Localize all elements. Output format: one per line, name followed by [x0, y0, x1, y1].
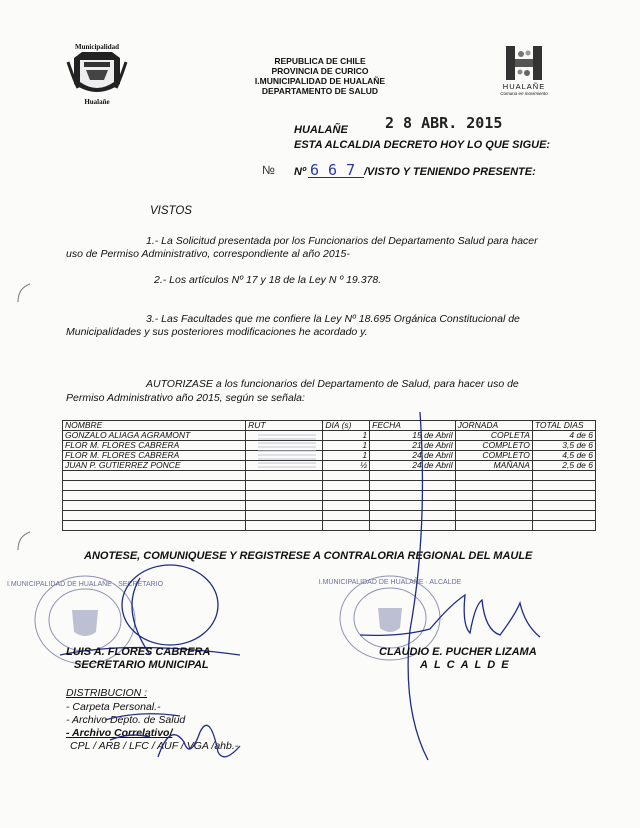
decree-place: HUALAÑE	[294, 124, 348, 136]
vistos-p1-line1: 1.- La Solicitud presentada por los Funcionarios del Departamento Salud para hacer	[146, 235, 538, 247]
binder-hole-bottom	[16, 530, 32, 552]
cell-dias: 1	[323, 441, 370, 451]
distribution-initials: CPL / ARB / LFC / AUF / VGA /ahb.-	[70, 740, 239, 752]
decree-number-prefix: Nº	[294, 166, 306, 178]
cell-jornada: COMPLETO	[455, 451, 532, 461]
cell-jornada: COMPLETO	[455, 441, 532, 451]
date-stamp: 2 8 ABR. 2015	[385, 114, 503, 132]
crest-bottom-text: Hualañe	[84, 98, 110, 106]
col-header-dias: DIA (s)	[323, 421, 370, 431]
col-header-total: TOTAL DIAS	[532, 421, 595, 431]
visto-text: /VISTO Y TENIENDO PRESENTE:	[364, 166, 536, 178]
distribution-signature	[100, 702, 250, 772]
table-row	[63, 501, 596, 511]
municipal-crest-logo	[64, 40, 130, 106]
pen-stroke	[380, 410, 440, 770]
cell-total: 3,5 de 6	[532, 441, 595, 451]
cell-fecha: 21 de Abril	[370, 441, 455, 451]
cell-total: 4,5 de 6	[532, 451, 595, 461]
table-row	[63, 451, 596, 461]
permits-table	[62, 420, 596, 531]
table-row	[63, 461, 596, 471]
letterhead-line-2: PROVINCIA DE CURICO	[271, 66, 369, 76]
table-row	[63, 441, 596, 451]
closing-statement: ANOTESE, COMUNIQUESE Y REGISTRESE A CONTRALORIA REGIONAL DEL MAULE	[84, 550, 533, 562]
cell-jornada: MAÑANA	[455, 461, 532, 471]
vistos-p3-line1: 3.- Las Facultades que me confiere la Ley Nº 18.695 Orgánica Constitucional de	[146, 313, 520, 325]
table-row	[63, 521, 596, 531]
cell-nombre: FLOR M. FLORES CABRERA	[63, 441, 246, 451]
col-header-fecha: FECHA	[370, 421, 455, 431]
vistos-p1-line2: uso de Permiso Administrativo, correspondiente al año 2015-	[66, 248, 350, 260]
mayor-signature	[340, 585, 560, 655]
rut-stamp-smudge	[258, 432, 316, 468]
distribution-item-1: - Carpeta Personal.-	[66, 701, 161, 713]
decree-number-underline	[308, 177, 364, 178]
cell-dias: 1	[323, 431, 370, 441]
vistos-heading: VISTOS	[150, 205, 192, 217]
cell-nombre: JUAN P. GUTIERREZ PONCE	[63, 461, 246, 471]
distribution-item-3: - Archivo Correlativo/	[66, 727, 173, 739]
logo-tagline: Comuna en movimiento	[500, 91, 548, 96]
col-header-jornada: JORNADA	[455, 421, 532, 431]
letterhead	[210, 56, 430, 96]
cell-fecha: 24 de Abril	[370, 451, 455, 461]
table-header-row	[63, 421, 596, 431]
cell-total: 4 de 6	[532, 431, 595, 441]
letterhead-line-4: DEPARTAMENTO DE SALUD	[261, 86, 379, 96]
letterhead-line-3: I.MUNICIPALIDAD DE HUALAÑE	[254, 76, 386, 86]
cell-total: 2,5 de 6	[532, 461, 595, 471]
binder-hole-top	[16, 282, 32, 304]
col-header-nombre: NOMBRE	[63, 421, 246, 431]
crest-top-text: Municipalidad	[75, 43, 119, 51]
cell-jornada: COPLETA	[455, 431, 532, 441]
distribution-heading: DISTRIBUCION :	[66, 687, 148, 699]
col-header-rut: RUT	[246, 421, 323, 431]
vistos-p2: 2.- Los artículos Nº 17 y 18 de la Ley N º 19.378.	[154, 274, 382, 286]
letterhead-line-1: REPUBLICA DE CHILE	[274, 56, 366, 66]
seal-right-text: I.MUNICIPALIDAD DE HUALAÑE · ALCALDE	[318, 579, 462, 586]
table-row	[63, 431, 596, 441]
table-row	[63, 481, 596, 491]
table-row	[63, 471, 596, 481]
autorizase-line2: Permiso Administrativo año 2015, según se señala:	[66, 392, 305, 404]
secretary-name: LUIS A. FLORES CABRERA	[66, 646, 211, 658]
table-row	[63, 511, 596, 521]
hualane-logo	[492, 44, 556, 104]
mayor-name: CLAUDIO E. PUCHER LIZAMA	[379, 646, 537, 658]
cell-fecha: 24 de Abril	[370, 461, 455, 471]
cell-fecha: 15 de Abril	[370, 431, 455, 441]
secretary-role: SECRETARIO MUNICIPAL	[74, 659, 209, 671]
number-mark: №	[262, 163, 275, 177]
cell-dias: ½	[323, 461, 370, 471]
distribution-item-2: - Archivo Depto. de Salud	[66, 714, 186, 726]
mayor-role: ALCALDE	[420, 659, 515, 671]
cell-nombre: FLOR M. FLORES CABRERA	[63, 451, 246, 461]
autorizase-line1: AUTORIZASE a los funcionarios del Departamento de Salud, para hacer uso de	[146, 378, 519, 390]
table-row	[63, 491, 596, 501]
seal-left-text: I.MUNICIPALIDAD DE HUALAÑE · SECRETARIO	[6, 581, 164, 588]
vistos-p3-line2: Municipalidades y sus posteriores modificaciones he acordado y.	[66, 326, 368, 338]
cell-dias: 1	[323, 451, 370, 461]
cell-nombre: GONZALO ALIAGA AGRAMONT	[63, 431, 246, 441]
decree-intro: ESTA ALCALDIA DECRETO HOY LO QUE SIGUE:	[294, 139, 551, 151]
decree-number: 6 6 7	[310, 161, 356, 179]
logo-name: HUALAÑE	[502, 82, 546, 91]
